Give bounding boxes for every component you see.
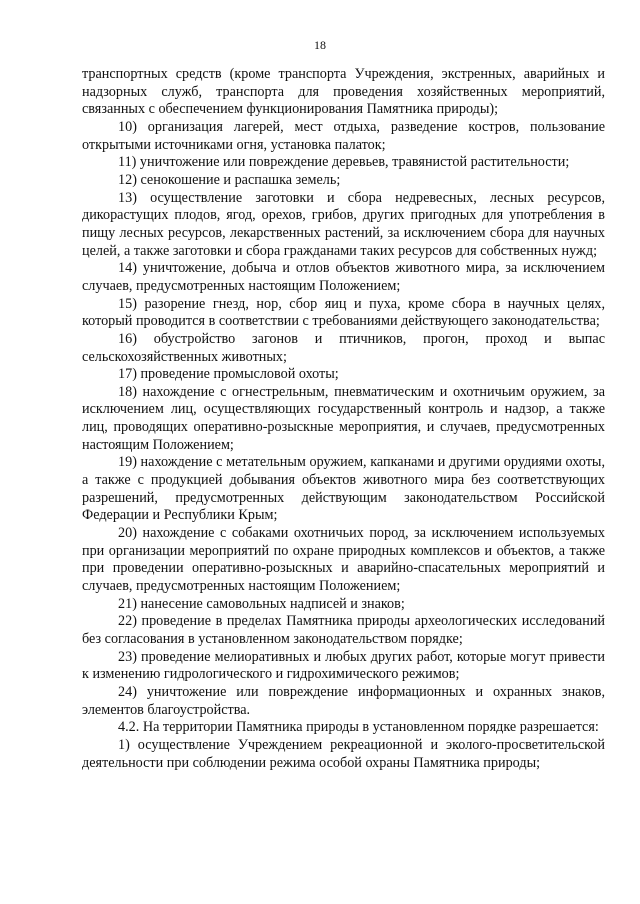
section-4-2-heading: 4.2. На территории Памятника природы в установленном порядке разрешается:	[118, 719, 599, 736]
list-item-19: 19) нахождение с метательным оружием, капканами и другими орудиями охоты, а также с продукцией добывания объектов животного мира без соответствующих разрешений, предусмотренных действующим законодательством Российской Федерации и Республики Крым;	[82, 454, 605, 524]
list-item-20: 20) нахождение с собаками охотничьих пород, за исключением используемых при организации мероприятий по охране природных комплексов и объектов, а также при проведении оперативно-розыскных и аварийно-спасательных мероприятий и случаев, предусмотренных настоящим Положением;	[82, 525, 605, 595]
list-item-15: 15) разорение гнезд, нор, сбор яиц и пуха, кроме сбора в научных целях, который проводится в соответствии с требованиями действующего законодательства;	[82, 295, 605, 330]
list-item-10: 10) организация лагерей, мест отдыха, разведение костров, пользование открытыми источниками огня, установка палаток;	[82, 118, 605, 153]
list-item-13: 13) осуществление заготовки и сбора недревесных, лесных ресурсов, дикорастущих плодов, ягод, орехов, грибов, других пригодных для употребления в пищу лесных ресурсов, лекарственных растений, за исключением сбора для научных целей, а также заготовки и сбора гражданами таких ресурсов для собственных нужд;	[82, 189, 605, 259]
permitted-item-1: 1) осуществление Учреждением рекреационной и эколого-просветительской деятельности при соблюдении режима особой охраны Памятника природы;	[82, 736, 605, 771]
document-body	[82, 66, 605, 772]
list-item-16: 16) обустройство загонов и птичников, прогон, проход и выпас сельскохозяйственных животных;	[82, 330, 605, 365]
list-item-18: 18) нахождение с огнестрельным, пневматическим и охотничьим оружием, за исключением лиц, осуществляющих государственный контроль и надзор, а также лиц, проводящих оперативно-розыскные мероприятия, и случаев, предусмотренных настоящим Положением;	[82, 383, 605, 453]
list-item-24: 24) уничтожение или повреждение информационных и охранных знаков, элементов благоустройства.	[82, 683, 605, 718]
paragraph-continuation: транспортных средств (кроме транспорта Учреждения, экстренных, аварийных и надзорных служб, транспорта для проведения хозяйственных мероприятий, связанных с обеспечением функционирования Памятника природы);	[82, 66, 605, 118]
page-number: 18	[314, 38, 326, 52]
list-item-12: 12) сенокошение и распашка земель;	[118, 171, 341, 188]
list-item-23: 23) проведение мелиоративных и любых других работ, которые могут привести к изменению гидрологического и гидрохимического режимов;	[82, 648, 605, 683]
list-item-11: 11) уничтожение или повреждение деревьев, травянистой растительности;	[118, 154, 570, 171]
list-item-17: 17) проведение промысловой охоты;	[118, 366, 339, 383]
list-item-14: 14) уничтожение, добыча и отлов объектов животного мира, за исключением случаев, предусмотренных настоящим Положением;	[82, 260, 605, 294]
list-item-22: 22) проведение в пределах Памятника природы археологических исследований без согласования в установленном законодательством порядке;	[82, 613, 605, 647]
list-item-21: 21) нанесение самовольных надписей и знаков;	[118, 595, 405, 612]
